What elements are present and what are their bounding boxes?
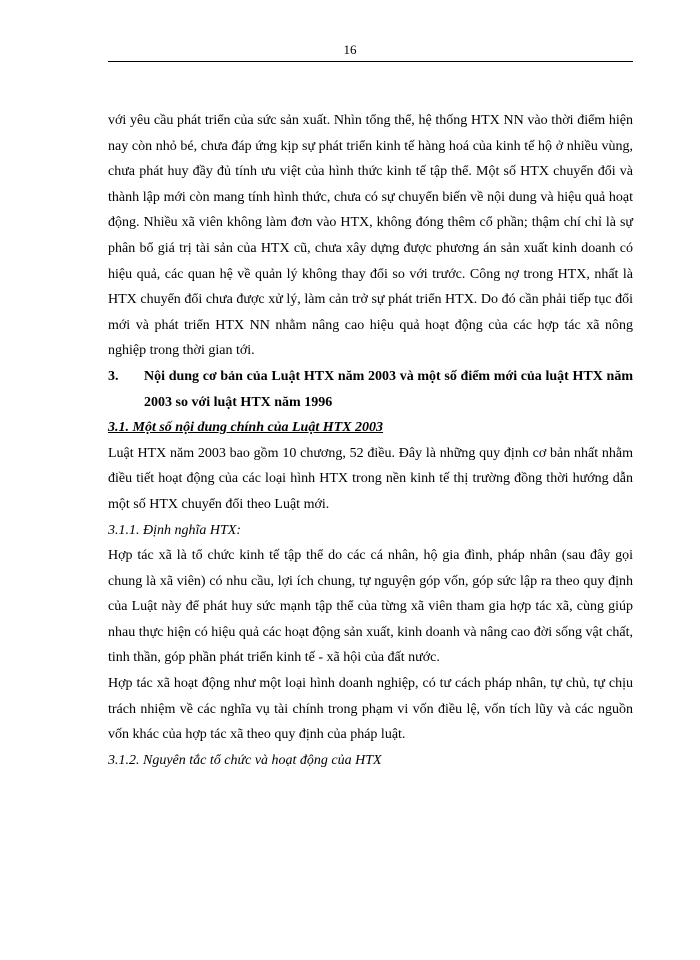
header-rule [108,61,633,62]
paragraph-enterprise-type: Hợp tác xã hoạt động như một loại hình doanh nghiệp, có tư cách pháp nhân, tự chủ, tự chịu trách nhiệm về các nghĩa vụ tài chính trong phạm vi vốn điều lệ, vốn tích lũy và các nguồn vốn khác của hợp tác xã theo quy định của pháp luật. [108,676,633,743]
subsection-heading-3-1: 3.1. Một số nội dung chính của Luật HTX 2003 [108,420,384,436]
paragraph-definition: Hợp tác xã là tổ chức kinh tế tập thể do các cá nhân, hộ gia đình, pháp nhân (sau đây gọi chung là xã viên) có nhu cầu, lợi ích chung, tự nguyện góp vốn, góp sức lập ra theo quy định của Luật này để phát huy sức mạnh tập thể của từng xã viên tham gia hợp tác xã, cùng giúp nhau thực hiện có hiệu quả các hoạt động sản xuất, kinh doanh và nâng cao đời sống vật chất, tinh thần, góp phần phát triển kinh tế - xã hội của đất nước. [108,548,633,666]
document-body [108,108,633,773]
paragraph-intro: với yêu cầu phát triển của sức sản xuất. Nhìn tổng thể, hệ thống HTX NN vào thời điểm hiện nay còn nhỏ bé, chưa đáp ứng kịp sự phát triển kinh tế hàng hoá của kinh tế hộ ở nhiều vùng, chưa phát huy đầy đủ tính ưu việt của hình thức kinh tế tập thể. Một số HTX chuyển đổi và thành lập mới còn mang tính hình thức, chưa có sự chuyển biến về nội dung và hiệu quả hoạt động. Nhiều xã viên không làm đơn vào HTX, không đóng thêm cổ phần; thậm chí chỉ là sự phân bổ giá trị tài sản của HTX cũ, chưa xây dựng được phương án sản xuất kinh doanh có hiệu quả, các quan hệ về quản lý không thay đổi so với trước. Công nợ trong HTX, nhất là HTX chuyển đổi chưa được xử lý, làm cản trở sự phát triển HTX. Do đó cần phải tiếp tục đổi mới và phát triển HTX NN nhằm nâng cao hiệu quả hoạt động của các hợp tác xã nông nghiệp trong thời gian tới. [108,113,633,359]
subsection-heading-3-1-2: 3.1.2. Nguyên tắc tổ chức và hoạt động của HTX [108,752,382,768]
section-number: 3. [108,368,119,384]
page-number: 16 [343,42,357,57]
paragraph-law-overview: Luật HTX năm 2003 bao gồm 10 chương, 52 điều. Đây là những quy định cơ bản nhất nhằm điều tiết hoạt động của các loại hình HTX trong nền kinh tế thị trường đồng thời hướng dẫn một số HTX chuyển đổi theo Luật mới. [108,445,633,512]
section-heading-3 [108,364,633,415]
subsection-heading-3-1-1: 3.1.1. Định nghĩa HTX: [108,522,241,538]
section-title: Nội dung cơ bản của Luật HTX năm 2003 và một số điểm mới của luật HTX năm 2003 so với luật HTX năm 1996 [144,368,633,410]
